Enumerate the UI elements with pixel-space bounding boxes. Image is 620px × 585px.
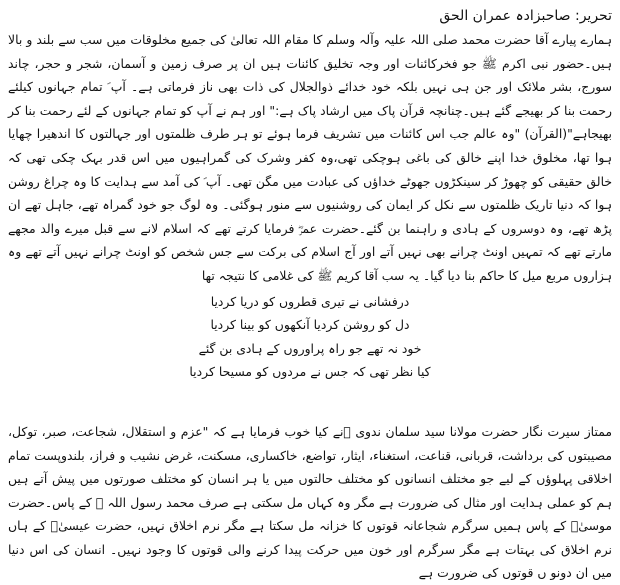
author-byline: تحریر: صاحبزادہ عمران الحق bbox=[439, 8, 612, 24]
section-spacer bbox=[8, 384, 612, 420]
article-paragraph-2: ممتاز سیرت نگار حضرت مولانا سید سلمان ندوی ؒنے کیا خوب فرمایا ہے کہ "عزم و استقلال، شجاعت، صبر، توکل، مصیبتوں کی برداشت، قربانی، قناعت، استغناء، ایثار، تواضع، خاکساری، مسکنت، غرض نشیب و فراز، بلندوپست تمام اخلاقی پہلوؤں کے لیے جو مختلف انسانوں کو مختلف حالتوں میں یا ہر انسان کو مختلف صورتوں میں پیش آتے ہیں ہم کو عملی ہدایت اور مثال کی ضرورت ہے مگر وہ کہاں مل سکتی ہے صرف محمد رسول اللہ ﷺ کے پاس۔حضرت موسیٰؑ کے پاس ہمیں سرگرم شجاعانہ قوتوں کا خزانہ مل سکتا ہے مگر نرم اخلاق نہیں، حضرت عیسیٰؑ کے ہاں نرم اخلاق کی بہتات ہے مگر سرگرم اور خون میں حرکت پیدا کرنے والی قوتوں کا وجود نہیں۔ انسان کی اس دنیا میں ان دونو ں قوتوں کی ضرورت ہے bbox=[8, 423, 612, 581]
poem-line: کیا نظر تھی کہ جس نے مردوں کو مسیحا کردیا bbox=[189, 364, 431, 380]
poem-line: درفشانی نے تیری قطروں کو دریا کردیا bbox=[210, 293, 410, 309]
poem-line: خود نہ تھے جو راہ پراوروں کے ہادی بن گئے bbox=[198, 340, 422, 356]
poem-verses bbox=[8, 290, 612, 384]
poem-line: دل کو روشن کردیا آنکھوں کو بینا کردیا bbox=[210, 317, 410, 333]
article-paragraph-1: ہمارے پیارے آقا حضرت محمد صلی اللہ علیہ وآلہ وسلم کا مقام اللہ تعالیٰ کی جمیع مخلوقات میں سب سے بلند و بالا ہیں۔حضور نبی اکرم ﷺ جو فخرکائنات اور وجہ تخلیق کائنات ہیں ان پر صرف زمین و آسمان، شجر و حجر، چاند سورج، بشر ملائک اور جن ہی نہیں بلکہ خود خدائے ذوالجلال کی ذات بھی ناز فرماتی ہے۔ آپ ؐ تمام جہانوں کیلئے رحمت بنا کر بھیجے گئے ہیں۔چنانچہ قرآن پاک میں ارشاد پاک ہے:" اور ہم نے آپ کو تمام جہانوں کے لئے رحمت بنا کر بھیجاہے"(القرآن) "وہ عالم جب اس کائنات میں تشریف فرما ہوئے تو ہر طرف ظلمتوں اور جہالتوں کا اندھیرا چھایا ہوا تھا، مخلوق خدا اپنے خالق کی باغی ہوچکی تھی،وہ کفر وشرک کی گمراہیوں میں اس قدر بہک چکی تھی کہ خالق حقیقی کو چھوڑ کر سینکڑوں جھوٹے خداؤں کی عبادت میں مگن تھی۔ آپ ؐ کی آمد سے ہدایت کا وہ چراغ روشن ہوا کہ دنیا تاریک ظلمتوں سے نکل کر ایمان کی روشنیوں سے منور ہوگئی۔ وہ لوگ جو خود گمراہ تھے، جاہل تھے ان پڑھ تھے، وہ دوسروں کے ہادی و راہنما بن گئے۔حضرت عمرؓ فرمایا کرتے تھے کہ اسلام لانے سے قبل میرے والد مجھے مارتے تھے کہ تمہیں اونٹ چرانے بھی نہیں آتے اور آج اسلام کی برکت سے جس شخص کو اونٹ چرانے نہیں آتے تھے وہ ہزاروں مربع میل کا حاکم بنا دیا گیا۔ یہ سب آقا کریم ﷺ کی غلامی کا نتیجہ تھا bbox=[8, 32, 612, 283]
